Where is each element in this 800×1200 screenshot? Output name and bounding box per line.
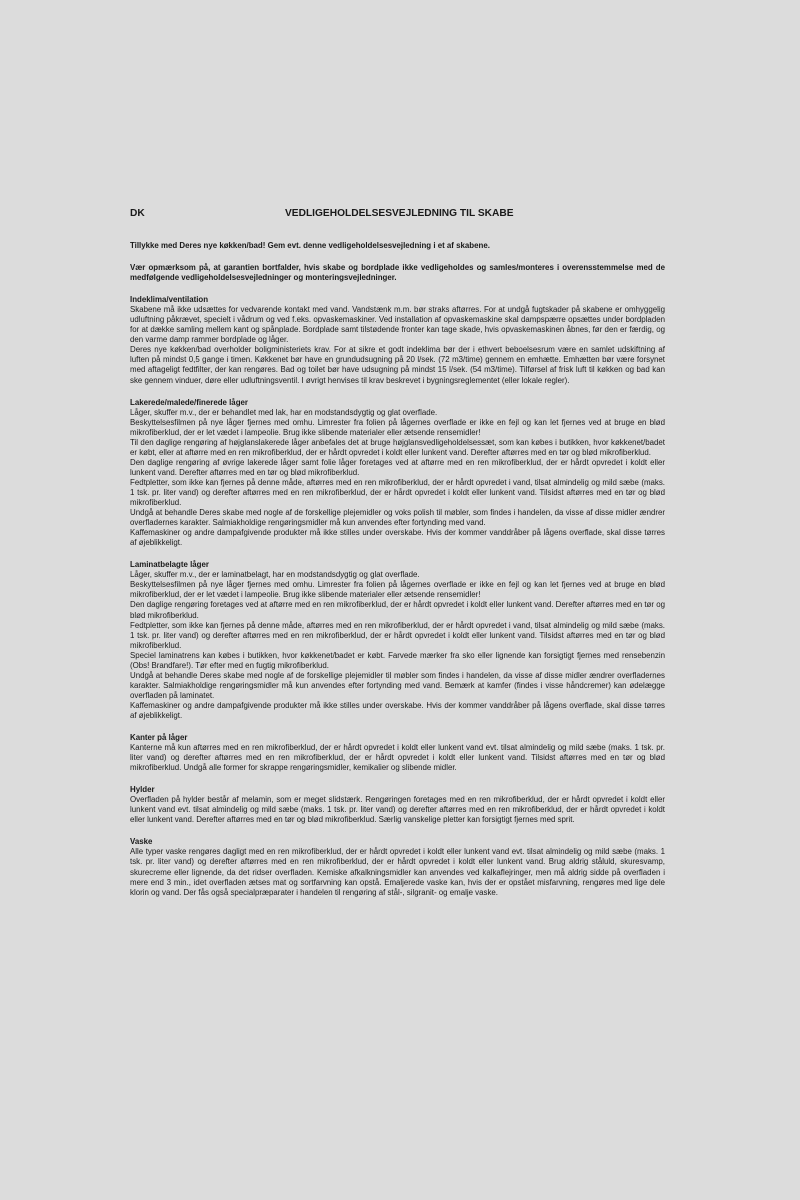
paragraph: Undgå at behandle Deres skabe med nogle af de forskellige plejemidler og voks polish til møbler, som findes i handelen, da visse af disse midler ændrer overfladernes karakter. Salmiakholdige rengøringsmidler må kun anvendes efter fortynding med vand. (130, 508, 665, 528)
paragraph: Overfladen på hylder består af melamin, som er meget slidstærk. Rengøringen foretages med en ren mikrofiberklud, der er hårdt opvredet i koldt eller lunkent vand evt. tilsat almindelig og mild sæbe (maks. 1 tsk. pr. liter vand) og derefter aftørres med en ren mikrofiberklud, der er hårdt opvredet i koldt eller lunkent vand. Derefter aftørres med en tør og blød mikrofiberklud. Særlig vanskelige pletter kan forsigtigt fjernes med sprit. (130, 795, 665, 825)
section-title: Kanter på låger (130, 733, 188, 743)
paragraph: Undgå at behandle Deres skabe med nogle af de forskellige plejemidler til møbler som findes i handelen, da visse af disse midler ændrer overfladernes karakter. Salmiakholdige rengøringsmidler må kun anvendes efter fortynding med vand. Bemærk at kamfer (findes i visse håndcremer) kan ødelægge overfladen på laminatet. (130, 670, 665, 700)
document-header (130, 209, 665, 223)
paragraph: Fedtpletter, som ikke kan fjernes på denne måde, aftørres med en ren mikrofiberklud, der er hårdt opvredet i vand, tilsat almindelig og mild sæbe (maks. 1 tsk. pr. liter vand) og derefter aftørres med en ren mikrofiberklud, der er hårdt opvredet i koldt eller lunkent vand. Tilsidst aftørres med en tør og blød mikrofiberklud. (130, 620, 665, 650)
section-lakerede-laager (130, 398, 665, 549)
paragraph: Til den daglige rengøring af højglanslakerede låger anbefales det at bruge højglansvedligeholdelsessæt, som kan købes i butikken, hvor køkkenet/badet er købt, eller at aftørre med en ren mikrofiberklud, der er hårdt opvredet i koldt eller lunkent vand. Derefter aftørres med en tør og blød mikrofiberklud. (130, 437, 665, 457)
section-laminat-laager (130, 560, 665, 721)
intro-text: Tillykke med Deres nye køkken/bad! Gem evt. denne vedligeholdelsesvejledning i et af skabene. (130, 241, 490, 250)
section-title: Hylder (130, 785, 155, 795)
warranty-warning: Vær opmærksom på, at garantien bortfalder, hvis skabe og bordplade ikke vedligeholdes og samles/monteres i overensstemmelse med de medfølgende vedligeholdelsesvejledninger og monteringsvejledninger. (130, 263, 665, 283)
section-hylder (130, 785, 665, 825)
paragraph: Skabene må ikke udsættes for vedvarende kontakt med vand. Vandstænk m.m. bør straks aftørres. For at undgå fugtskader på skabene er omhyggelig udluftning påkrævet, specielt i vådrum og ved f.eks. opvaskemaskiner. Ved installation af opvaskemaskine skal dampspærre opsættes under bordpladen for at dække samling mellem kant og spånplade. Bordplade samt tilstødende fronter kan tage skade, hvis opvaskemaskinen åbnes, før den er færdig, og den varme damp rammer bordplade og låger. (130, 305, 665, 345)
paragraph: Beskyttelsesfilmen på nye låger fjernes med omhu. Limrester fra folien på lågernes overflade er ikke en fejl og kan let fjernes ved at bruge en blød mikrofiberklud, der er let vædet i lampeolie. Brug ikke slibende materialer eller ætsende rensemidler! (130, 580, 665, 600)
paragraph: Fedtpletter, som ikke kan fjernes på denne måde, aftørres med en ren mikrofiberklud, der er hårdt opvredet i vand, tilsat almindelig og mild sæbe (maks. 1 tsk. pr. liter vand) og derefter aftørres med en ren mikrofiberklud, der er hårdt opvredet i koldt eller lunkent vand. Tilsidst aftørres med en tør og blød mikrofiberklud. (130, 477, 665, 508)
section-indeklima (130, 295, 665, 385)
paragraph: Deres nye køkken/bad overholder boligministeriets krav. For at sikre et godt indeklima bør der i ethvert beboelsesrum være en samlet udskiftning af luften på mindst 0,5 gange i timen. Køkkenet bør have en grundudsugning på 20 l/sek. (72 m3/time) gennem en emhætte. Emhætten bør være forsynet med aftageligt fedtfilter, der kan rengøres. Bad og toilet bør have udsugning på mindst 15 l/sek. (54 m3/time). Tilførsel af frisk luft til køkken og bad kan ske gennem vinduer, døre eller udluftningsventil. I øvrigt henvises til krav beskrevet i bygningsreglementet (eller lokale regler). (130, 345, 665, 385)
document-title: VEDLIGEHOLDELSESVEJLEDNING TIL SKABE (285, 208, 514, 219)
section-title: Laminatbelagte låger (130, 560, 209, 570)
section-title: Lakerede/malede/finerede låger (130, 397, 248, 407)
paragraph: Kanterne må kun aftørres med en ren mikrofiberklud, der er hårdt opvredet i koldt eller lunkent vand evt. tilsat almindelig og mild sæbe (maks. 1 tsk. pr. liter vand) og derefter aftørres med en ren mikrofiberklud, der er hårdt opvredet i koldt eller lunkent vand. Tilsidst aftørres med en tør og blød mikrofiberklud. Undgå alle former for skrappe rengøringsmidler, kemikalier og slibende midler. (130, 743, 665, 773)
paragraph: Låger, skuffer m.v., der er laminatbelagt, har en modstandsdygtig og glat overflade. (130, 570, 420, 580)
paragraph: Speciel laminatrens kan købes i butikken, hvor køkkenet/badet er købt. Farvede mærker fra sko eller lignende kan forsigtigt fjernes med rensebenzin (Obs! Brandfare!). Tør efter med en fugtig mikrofiberklud. (130, 650, 665, 670)
section-title: Vaske (130, 837, 153, 847)
document-page (130, 209, 665, 910)
section-kanter (130, 733, 665, 773)
paragraph: Låger, skuffer m.v., der er behandlet med lak, har en modstandsdygtig og glat overflade. (130, 407, 438, 417)
paragraph: Alle typer vaske rengøres dagligt med en ren mikrofiberklud, der er hårdt opvredet i koldt eller lunkent vand evt. tilsat almindelig og mild sæbe (maks. 1 tsk. pr. liter vand) og derefter aftørres med en ren mikrofiberklud, der er hårdt opvredet i koldt eller lunkent vand. Brug aldrig ståluld, skuresvamp, skurecreme eller lignende, da det ridser overfladen. Kemiske afkalkningsmidler kan anvendes ved kalkaflejringer, men må aldrig sidde på overfladen i mere end 3 min., idet overfladen ætses mat og sortfarvning kan opstå. Emaljerede vaske kan, hvis der er opstået misfarvning, rengøres med lige dele klorin og vand. Der fås også specialpræparater i handelen til rengøring af stål-, silgranit- og emalje vaske. (130, 847, 665, 897)
paragraph: Den daglige rengøring foretages ved at aftørre med en ren mikrofiberklud, der er hårdt opvredet i koldt eller lunkent vand. Derefter aftørres med en tør og blød mikrofiberklud. (130, 600, 665, 620)
paragraph: Kaffemaskiner og andre dampafgivende produkter må ikke stilles under overskabe. Hvis der kommer vanddråber på lågens overflade, skal disse tørres af øjeblikkeligt. (130, 700, 665, 720)
paragraph: Beskyttelsesfilmen på nye låger fjernes med omhu. Limrester fra folien på lågernes overflade er ikke en fejl og kan let fjernes ved at bruge en blød mikrofiberklud, der er let vædet i lampeolie. Brug ikke slibende materialer eller ætsende rensemidler! (130, 417, 665, 437)
paragraph: Den daglige rengøring af øvrige lakerede låger samt folie låger foretages ved at aftørre med en ren mikrofiberklud, der er hårdt opvredet i koldt eller lunkent vand. Derefter aftørres med en tør og blød mikrofiberklud. (130, 457, 665, 477)
language-code: DK (130, 208, 145, 219)
paragraph: Kaffemaskiner og andre dampafgivende produkter må ikke stilles under overskabe. Hvis der kommer vanddråber på lågens overflade, skal disse tørres af øjeblikkeligt. (130, 528, 665, 548)
section-title: Indeklima/ventilation (130, 295, 209, 305)
section-vaske (130, 837, 665, 897)
